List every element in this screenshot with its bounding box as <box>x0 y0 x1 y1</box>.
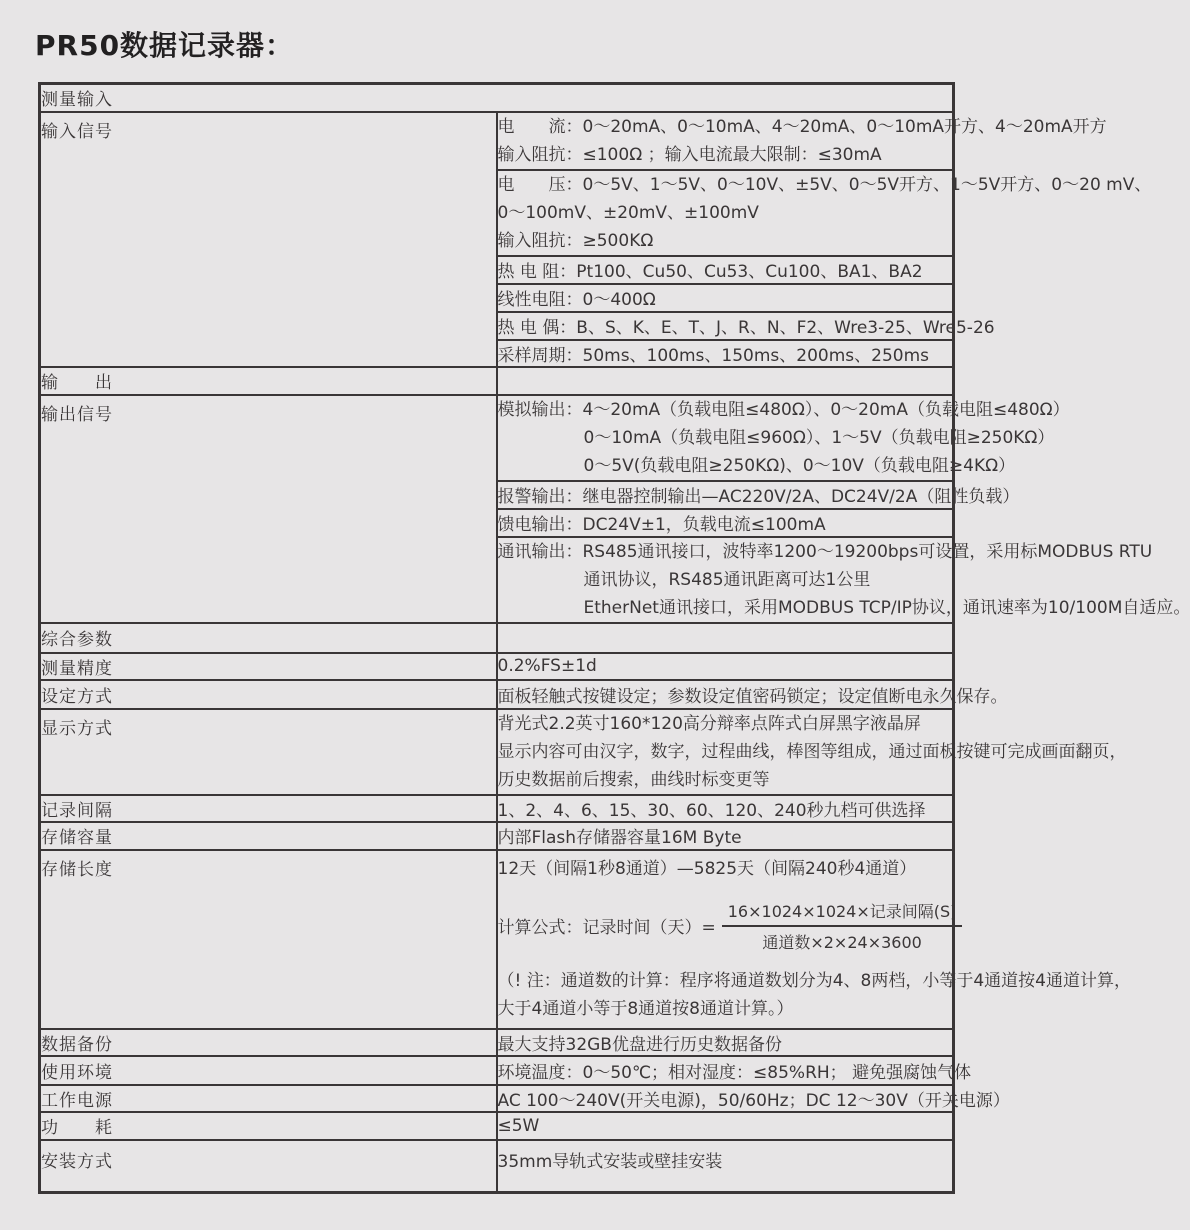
storage-capacity-value: 内部Flash存储器容量16M Byte <box>497 822 954 850</box>
formula-prefix: 计算公式：记录时间（天）= <box>497 918 716 938</box>
output-analog-line1: 模拟输出：4～20mA（负载电阻≤480Ω）、0～20mA（负载电阻≤480Ω） <box>497 399 1070 420</box>
row-power-consumption <box>40 1112 954 1140</box>
row-accuracy <box>40 653 954 680</box>
output-alarm-cell: 报警输出：继电器控制输出—AC220V/2A、DC24V/2A（阻性负载） <box>497 481 954 509</box>
section-output-empty-cell <box>497 367 954 395</box>
section-general-empty-cell <box>497 623 954 653</box>
row-section-general <box>40 623 954 653</box>
mounting-value: 35mm导轨式安装或壁挂安装 <box>497 1140 954 1193</box>
row-storage-capacity <box>40 822 954 850</box>
formula-fraction <box>722 899 963 953</box>
section-general-label: 综合参数 <box>40 623 497 653</box>
environment-value: 环境温度：0～50℃；相对湿度：≤85%RH； 避免强腐蚀气体 <box>497 1056 954 1085</box>
input-voltage-cell <box>497 170 1152 256</box>
accuracy-label: 测量精度 <box>40 653 497 680</box>
input-sampling-period-cell: 采样周期：50ms、100ms、150ms、200ms、250ms <box>497 340 954 367</box>
input-voltage-line1: 电 压：0～5V、1～5V、0～10V、±5V、0～5V开方、1～5V开方、0～20 mV、 <box>497 174 1152 195</box>
data-backup-value: 最大支持32GB优盘进行历史数据备份 <box>497 1029 954 1056</box>
output-comm-line3: EtherNet通讯接口，采用MODBUS TCP/IP协议，通讯速率为10/100M自适应。 <box>583 597 1190 618</box>
row-input-current <box>40 112 954 170</box>
output-analog-line3: 0～5V(负载电阻≥250KΩ)、0～10V（负载电阻≥4KΩ） <box>583 455 1016 476</box>
setting-value: 面板轻触式按键设定；参数设定值密码锁定；设定值断电永久保存。 <box>497 680 954 709</box>
row-output-analog <box>40 395 954 481</box>
row-record-interval <box>40 795 954 822</box>
output-analog-line2: 0～10mA（负载电阻≤960Ω）、1～5V（负载电阻≥250KΩ） <box>583 427 1055 448</box>
formula-numerator: 16×1024×1024×记录间隔(S) <box>722 899 963 927</box>
input-signal-label: 输入信号 <box>40 112 497 367</box>
page-title: PR50数据记录器： <box>35 29 295 62</box>
setting-label: 设定方式 <box>40 680 497 709</box>
output-comm-cell <box>497 537 1190 623</box>
input-current-line1: 电 流：0～20mA、0～10mA、4～20mA、0～10mA开方、4～20mA开方 <box>497 116 1107 137</box>
input-voltage-line3: 输入阻抗：≥500KΩ <box>497 230 654 251</box>
input-thermocouple-cell: 热 电 偶：B、S、K、E、T、J、R、N、F2、Wre3-25、Wre5-26 <box>497 312 954 340</box>
record-interval-label: 记录间隔 <box>40 795 497 822</box>
row-mounting <box>40 1140 954 1193</box>
accuracy-value: 0.2%FS±1d <box>497 653 954 680</box>
output-feed-cell: 馈电输出：DC24V±1，负载电流≤100mA <box>497 509 954 537</box>
spec-table <box>38 82 1190 1194</box>
row-section-measure-input <box>40 84 954 112</box>
row-data-backup <box>40 1029 954 1056</box>
formula-denominator: 通道数×2×24×3600 <box>762 932 922 952</box>
record-interval-value: 1、2、4、6、15、30、60、120、240秒九档可供选择 <box>497 795 954 822</box>
display-line2: 显示内容可由汉字，数字，过程曲线，棒图等组成，通过面板按键可完成画面翻页， <box>497 741 1127 762</box>
output-analog-cell <box>497 395 1070 481</box>
power-consumption-value: ≤5W <box>497 1112 954 1140</box>
storage-length-label: 存储长度 <box>40 850 497 1029</box>
storage-length-range: 12天（间隔1秒8通道）—5825天（间隔240秒4通道） <box>497 858 917 879</box>
storage-length-note-line2: 大于4通道小等于8通道按8通道计算。） <box>497 998 794 1019</box>
mounting-label: 安装方式 <box>40 1140 497 1193</box>
row-display <box>40 709 954 795</box>
output-comm-line1: 通讯输出：RS485通讯接口，波特率1200～19200bps可设置，采用标MODBUS RTU <box>497 541 1153 562</box>
output-signal-label: 输出信号 <box>40 395 497 623</box>
section-output-label: 输 出 <box>40 367 497 395</box>
environment-label: 使用环境 <box>40 1056 497 1085</box>
row-storage-length <box>40 850 954 1029</box>
input-current-line2: 输入阻抗：≤100Ω ；输入电流最大限制：≤30mA <box>497 144 882 165</box>
output-comm-line2: 通讯协议，RS485通讯距离可达1公里 <box>583 569 871 590</box>
storage-length-cell <box>497 850 1131 1029</box>
input-current-cell <box>497 112 1107 170</box>
power-supply-value: AC 100～240V(开关电源)，50/60Hz；DC 12～30V（开关电源） <box>497 1085 954 1112</box>
storage-length-formula <box>497 899 957 953</box>
input-voltage-line2: 0～100mV、±20mV、±100mV <box>497 202 759 223</box>
input-linear-resistance-cell: 线性电阻：0～400Ω <box>497 284 954 312</box>
display-label: 显示方式 <box>40 709 497 795</box>
display-line3: 历史数据前后搜索，曲线时标变更等 <box>497 769 770 790</box>
row-environment <box>40 1056 954 1085</box>
input-rtd-cell: 热 电 阻：Pt100、Cu50、Cu53、Cu100、BA1、BA2 <box>497 256 954 284</box>
section-measure-input-label: 测量输入 <box>40 84 954 112</box>
row-setting <box>40 680 954 709</box>
data-backup-label: 数据备份 <box>40 1029 497 1056</box>
row-section-output <box>40 367 954 395</box>
power-supply-label: 工作电源 <box>40 1085 497 1112</box>
power-consumption-label: 功 耗 <box>40 1112 497 1140</box>
row-power-supply <box>40 1085 954 1112</box>
display-line1: 背光式2.2英寸160*120高分辩率点阵式白屏黑字液晶屏 <box>497 713 921 734</box>
storage-capacity-label: 存储容量 <box>40 822 497 850</box>
storage-length-note-line1: （! 注：通道数的计算：程序将通道数划分为4、8两档，小等于4通道按4通道计算， <box>497 970 1131 991</box>
display-cell <box>497 709 1127 795</box>
